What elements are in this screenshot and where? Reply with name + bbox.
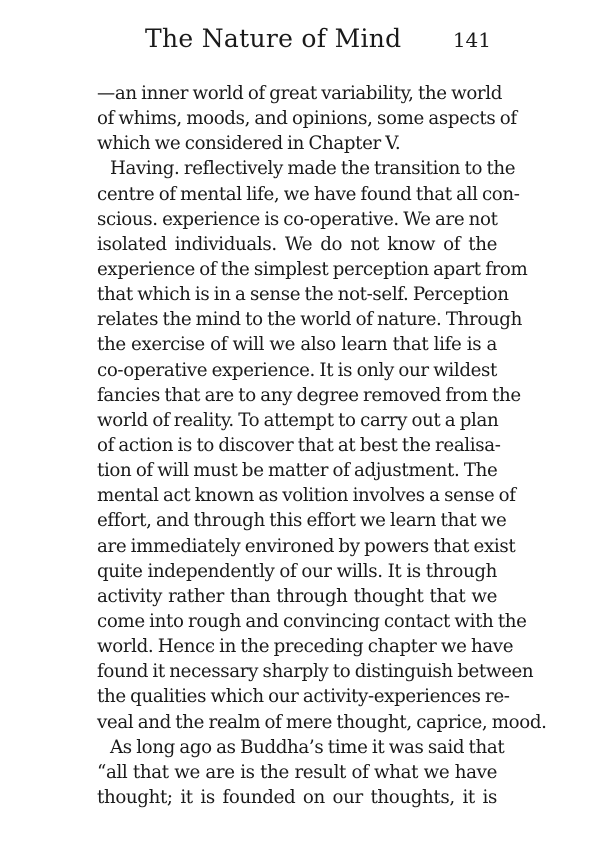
text-line: the qualities which our activity-experiences re- — [97, 686, 510, 708]
text-line: isolated individuals. We do not know of the — [97, 233, 497, 255]
text-line: As long ago as Buddha’s time it was said that — [110, 736, 505, 758]
text-line: found it necessary sharply to distinguish between — [97, 661, 534, 683]
running-header — [97, 24, 497, 60]
text-line: thought; it is founded on our thoughts, it is — [97, 786, 497, 808]
text-line: of action is to discover that at best the realisa- — [97, 434, 501, 456]
text-line: “all that we are is the result of what we have — [97, 761, 497, 783]
text-line: —an inner world of great variability, the world — [97, 83, 503, 104]
text-line: scious. experience is co-operative. We are not — [97, 208, 498, 230]
text-line: are immediately environed by powers that exist — [97, 535, 516, 557]
text-line: the exercise of will we also learn that life is a — [97, 334, 497, 356]
text-line: tion of will must be matter of adjustment. The — [97, 460, 498, 482]
text-line: veal and the realm of mere thought, caprice, mood. — [97, 711, 547, 733]
text-line: world of reality. To attempt to carry out a plan — [97, 409, 499, 431]
text-line: effort, and through this effort we learn that we — [97, 510, 507, 532]
text-line: world. Hencє in the preceding chapter we have — [97, 636, 514, 658]
text-line: come into rough and convincing contact with the — [97, 610, 527, 632]
text-line: that which is in a sense the not-self. Perception — [97, 284, 509, 306]
text-line: which we considered in Chapter V. — [97, 133, 401, 155]
page-number: 141 — [452, 28, 491, 52]
text-line: Having. reflectively made the transition to the — [110, 158, 516, 180]
text-line: of whims, moods, and opinions, some aspects of — [97, 108, 517, 130]
text-line: co-operative experience. It is only our wildest — [97, 359, 497, 381]
text-line: mental act known as volition involves a sense of — [97, 485, 516, 507]
text-line: activity rather than through thought that we — [97, 585, 497, 607]
text-line: experience of the simplest perception apart from — [97, 258, 528, 280]
text-line: relates the mind to the world of nature. Through — [97, 309, 522, 331]
body-text — [97, 81, 547, 810]
text-line: fancies that are to any degree removed from the — [97, 384, 521, 406]
text-line: centre of mental life, we have found that all con- — [97, 183, 520, 205]
text-line: quite independently of our wills. It is through — [97, 560, 497, 582]
chapter-title: The Nature of Mind — [145, 24, 402, 53]
